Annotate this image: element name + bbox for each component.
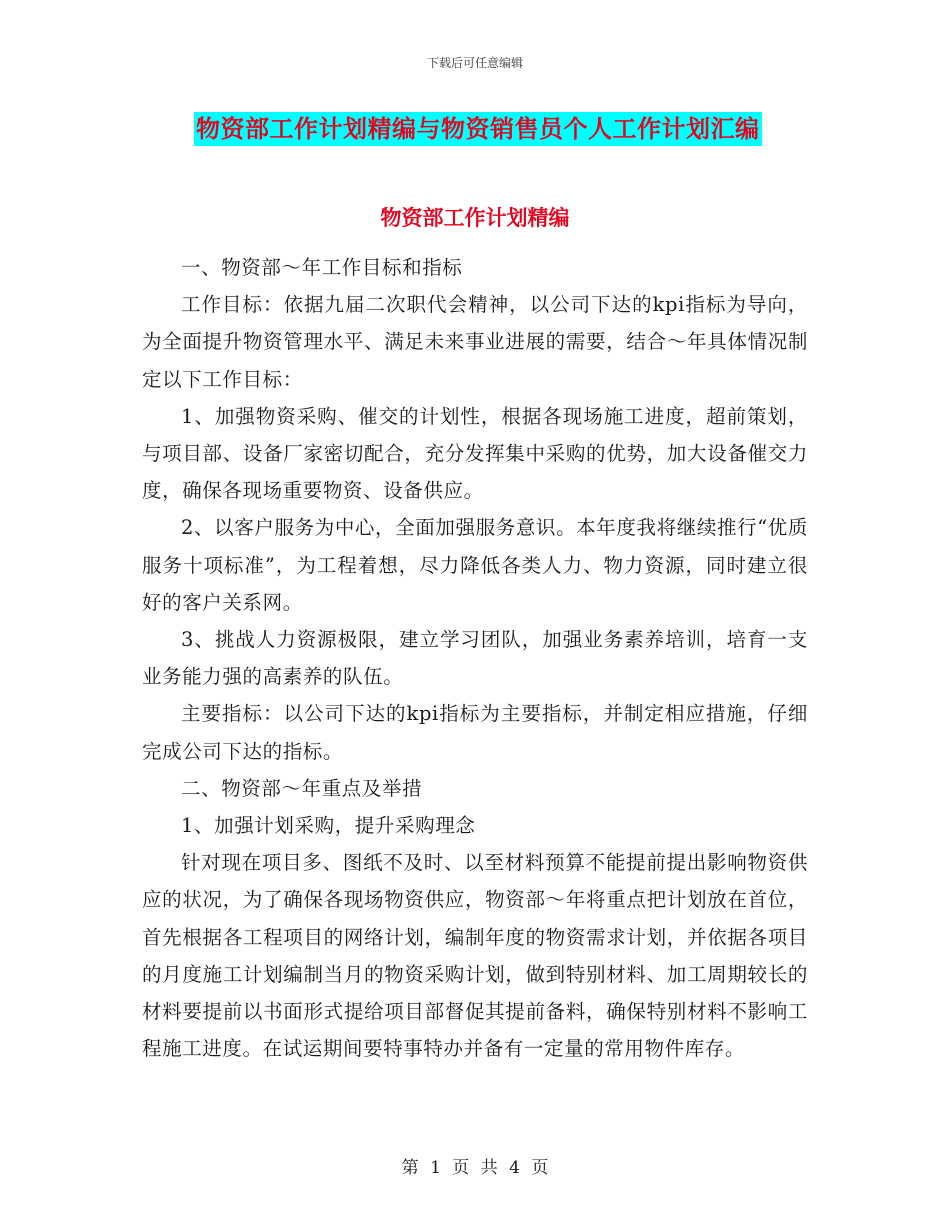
document-body (142, 249, 808, 1067)
header-note: 下载后可任意编辑 (426, 56, 523, 70)
paragraph-heading-1: 一、物资部～年工作目标和指标 (181, 256, 463, 279)
paragraph-goal-3: 3、挑战人力资源极限，建立学习团队，加强业务素养培训，培育一支业务能力强的高素养的队伍。 (142, 628, 808, 689)
paragraph-measure-1: 1、加强计划采购，提升采购理念 (181, 814, 476, 838)
document-title: 物资部工作计划精编与物资销售员个人工作计划汇编 (194, 112, 762, 146)
paragraph-measure-1-detail: 针对现在项目多、图纸不及时、以至材料预算不能提前提出影响物资供应的状况，为了确保各现场物资供应，物资部～年将重点把计划放在首位，首先根据各工程项目的网络计划，编制年度的物资需求计划，并依据各项目的月度施工计划编制当月的物资采购计划，做到特别材料、加工周期较长的材料要提前以书面形式提给项目部督促其提前备料，确保特别材料不影响工程施工进度。在试运期间要特事特办并备有一定量的常用物件库存。 (142, 851, 808, 1061)
paragraph-heading-2: 二、物资部～年重点及举措 (181, 776, 423, 800)
paragraph-goal-2: 2、以客户服务为中心，全面加强服务意识。本年度我将继续推行“优质服务十项标准”，为工程着想，尽力降低各类人力、物力资源，同时建立很好的客户关系网。 (142, 516, 808, 614)
page-number: 第 1 页 共 4 页 (401, 1158, 549, 1178)
paragraph-work-goal: 工作目标：依据九届二次职代会精神，以公司下达的kpi指标为导向，为全面提升物资管理水平、满足未来事业进展的需要，结合～年具体情况制定以下工作目标： (142, 293, 808, 391)
paragraph-goal-1: 1、加强物资采购、催交的计划性，根据各现场施工进度，超前策划，与项目部、设备厂家密切配合，充分发挥集中采购的优势，加大设备催交力度，确保各现场重要物资、设备供应。 (142, 404, 808, 503)
section-title: 物资部工作计划精编 (380, 205, 570, 230)
paragraph-main-indicator: 主要指标：以公司下达的kpi指标为主要指标，并制定相应措施，仔细完成公司下达的指标。 (142, 702, 808, 763)
